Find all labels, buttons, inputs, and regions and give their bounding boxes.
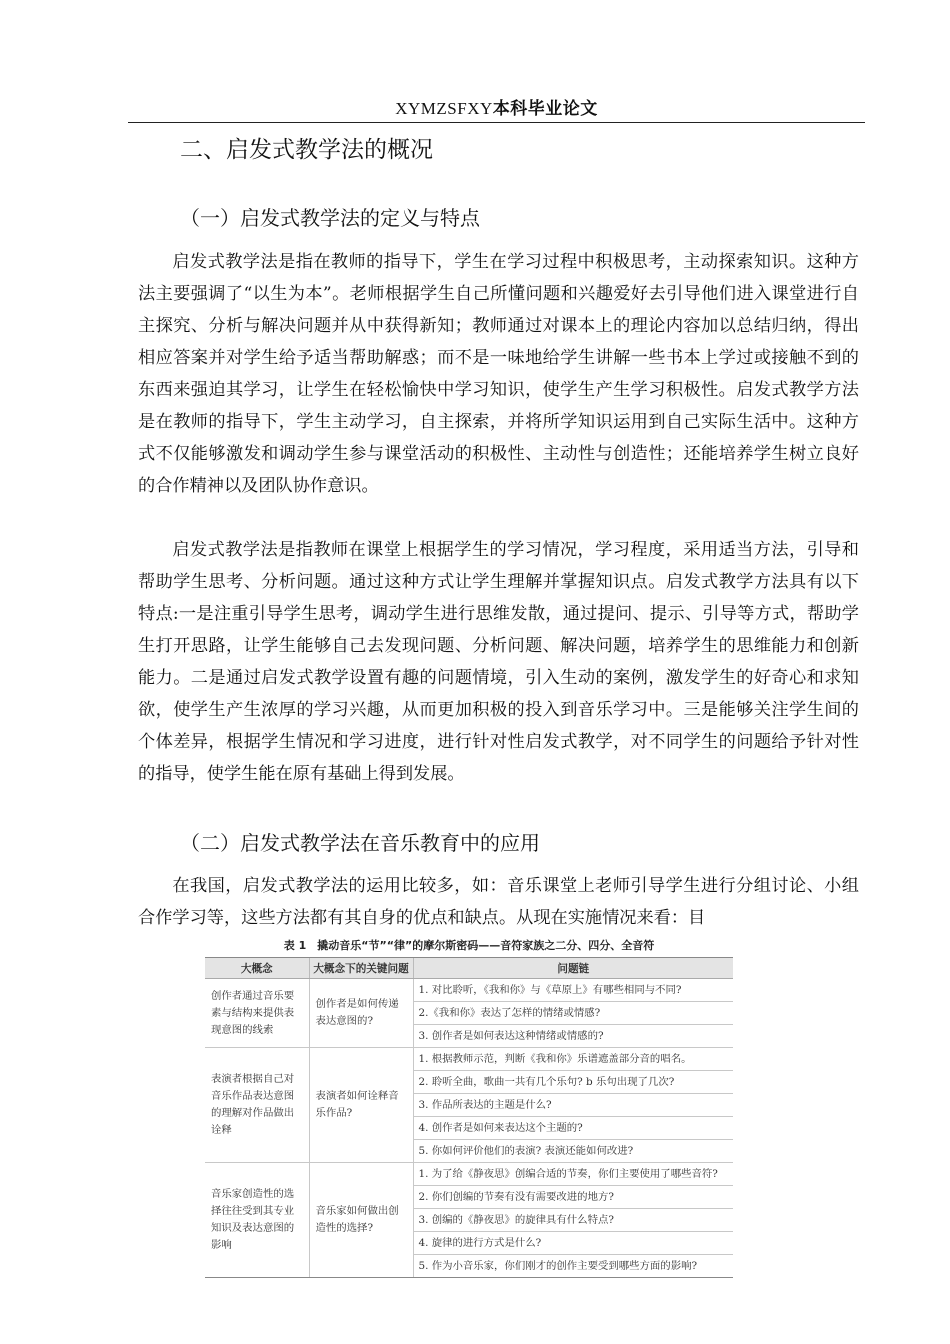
question-cell: 2.《我和你》表达了怎样的情绪或情感? <box>413 1002 733 1025</box>
concept-cell: 音乐家创造性的选择往往受到其专业知识及表达意图的影响 <box>205 1163 309 1278</box>
question-cell: 1. 对比聆听，《我和你》与《草原上》有哪些相同与不同? <box>413 979 733 1002</box>
table-header-row <box>205 958 733 979</box>
header-title: 本科毕业论文 <box>492 99 598 119</box>
paragraph-3: 在我国，启发式教学法的运用比较多，如：音乐课堂上老师引导学生进行分组讨论、小组合作学习等，这些方法都有其自身的优点和缺点。从现在实施情况来看：目 <box>138 876 859 928</box>
page-header <box>128 98 865 123</box>
question-cell: 2. 聆听全曲，歌曲一共有几个乐句? b 乐句出现了几次? <box>413 1071 733 1094</box>
table-figure <box>205 938 733 1278</box>
table-row <box>205 1048 733 1071</box>
paragraph-2: 启发式教学法是指教师在课堂上根据学生的学习情况，学习程度，采用适当方法，引导和帮助学生思考、分析问题。通过这种方式让学生理解并掌握知识点。启发式教学方法具有以下特点:一是注重引导学生思考，调动学生进行思维发散，通过提问、提示、引导等方式，帮助学生打开思路，让学生能够自己去发现问题、分析问题、解决问题，培养学生的思维能力和创新能力。二是通过启发式教学设置有趣的问题情境，引入生动的案例，激发学生的好奇心和求知欲，使学生产生浓厚的学习兴趣，从而更加积极的投入到音乐学习中。三是能够关注学生间的个体差异，根据学生情况和学习进度，进行针对性启发式教学，对不同学生的问题给予针对性的指导，使学生能在原有基础上得到发展。 <box>138 540 859 784</box>
question-cell: 3. 作品所表达的主题是什么? <box>413 1094 733 1117</box>
question-cell: 1. 为了给《静夜思》创编合适的节奏，你们主要使用了哪些音符? <box>413 1163 733 1186</box>
key-question-cell: 表演者如何诠释音乐作品? <box>309 1048 413 1163</box>
key-question-cell: 创作者是如何传递表达意图的? <box>309 979 413 1048</box>
table-row <box>205 1163 733 1186</box>
question-chain-table <box>205 957 733 1278</box>
question-cell: 2. 你们创编的节奏有没有需要改进的地方? <box>413 1186 733 1209</box>
question-cell: 4. 创作者是如何来表达这个主题的? <box>413 1117 733 1140</box>
table-row <box>205 979 733 1002</box>
header-concept: 大概念 <box>205 958 309 979</box>
question-cell: 3. 创编的《静夜思》的旋律具有什么特点? <box>413 1209 733 1232</box>
concept-cell: 创作者通过音乐要素与结构来提供表现意图的线索 <box>205 979 309 1048</box>
concept-cell: 表演者根据自己对音乐作品表达意图的理解对作品做出诠释 <box>205 1048 309 1163</box>
key-question-cell: 音乐家如何做出创造性的选择? <box>309 1163 413 1278</box>
paragraph-1: 启发式教学法是指在教师的指导下，学生在学习过程中积极思考，主动探索知识。这种方法主要强调了“以生为本”。老师根据学生自己所懂问题和兴趣爱好去引导他们进入课堂进行自主探究、分析与解决问题并从中获得新知；教师通过对课本上的理论内容加以总结归纳，得出相应答案并对学生给予适当帮助解惑；而不是一味地给学生讲解一些书本上学过或接触不到的东西来强迫其学习，让学生在轻松愉快中学习知识，使学生产生学习积极性。启发式教学方法是在教师的指导下，学生主动学习，自主探索，并将所学知识运用到自己实际生活中。这种方式不仅能够激发和调动学生参与课堂活动的积极性、主动性与创造性；还能培养学生树立良好的合作精神以及团队协作意识。 <box>138 252 859 496</box>
subsection-title-1: （一）启发式教学法的定义与特点 <box>180 206 480 230</box>
question-cell: 5. 作为小音乐家，你们刚才的创作主要受到哪些方面的影响? <box>413 1255 733 1278</box>
question-cell: 3. 创作者是如何表达这种情绪或情感的? <box>413 1025 733 1048</box>
header-key-question: 大概念下的关键问题 <box>309 958 413 979</box>
table-caption: 表 1 撬动音乐“节”“律”的摩尔斯密码——音符家族之二分、四分、全音符 <box>283 939 655 952</box>
question-cell: 4. 旋律的进行方式是什么? <box>413 1232 733 1255</box>
subsection-title-2: （二）启发式教学法在音乐教育中的应用 <box>180 831 540 855</box>
question-cell: 1. 根据教师示范，判断《我和你》乐谱遮盖部分音的唱名。 <box>413 1048 733 1071</box>
header-question-chain: 问题链 <box>413 958 733 979</box>
question-cell: 5. 你如何评价他们的表演? 表演还能如何改进? <box>413 1140 733 1163</box>
header-school: XYMZSFXY <box>395 99 493 118</box>
section-title: 二、启发式教学法的概况 <box>180 137 433 163</box>
